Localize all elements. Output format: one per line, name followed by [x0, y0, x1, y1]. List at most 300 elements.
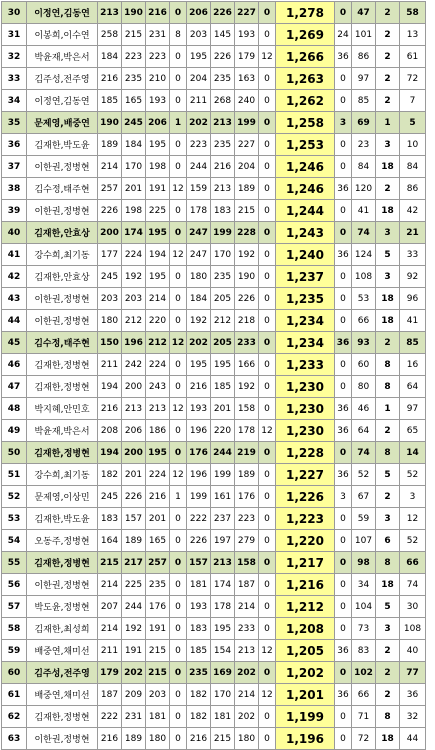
number-cell: 10 — [400, 134, 426, 156]
count-cell: 8 — [376, 552, 400, 574]
game-score-cell: 195 — [211, 354, 235, 376]
game-score-cell: 184 — [122, 134, 146, 156]
game-score-cell: 224 — [146, 464, 170, 486]
total-score-cell: 1,278 — [276, 2, 335, 24]
game-score-cell: 196 — [187, 464, 211, 486]
count-cell: 2 — [376, 90, 400, 112]
bonus-cell: 0 — [170, 310, 187, 332]
game-score-cell: 214 — [98, 618, 122, 640]
game-score-cell: 176 — [235, 486, 259, 508]
rank-cell: 48 — [2, 398, 27, 420]
rank-cell: 54 — [2, 530, 27, 552]
count-cell: 2 — [376, 420, 400, 442]
rank-cell: 35 — [2, 112, 27, 134]
handicap-cell: 0 — [335, 706, 352, 728]
game-score-cell: 199 — [211, 464, 235, 486]
bonus-cell: 0 — [259, 706, 276, 728]
game-score-cell: 215 — [146, 662, 170, 684]
table-row — [2, 640, 426, 662]
game-score-cell: 205 — [211, 288, 235, 310]
diff-cell: 74 — [352, 442, 376, 464]
bonus-cell: 0 — [259, 508, 276, 530]
handicap-cell: 3 — [335, 112, 352, 134]
rank-cell: 39 — [2, 200, 27, 222]
name-cell: 김재한,박도윤 — [27, 508, 98, 530]
number-cell: 66 — [400, 552, 426, 574]
game-score-cell: 243 — [146, 376, 170, 398]
game-score-cell: 166 — [235, 354, 259, 376]
rank-cell: 49 — [2, 420, 27, 442]
bonus-cell: 0 — [259, 222, 276, 244]
count-cell: 2 — [376, 68, 400, 90]
diff-cell: 120 — [352, 178, 376, 200]
game-score-cell: 235 — [211, 134, 235, 156]
total-score-cell: 1,253 — [276, 134, 335, 156]
game-score-cell: 206 — [146, 112, 170, 134]
handicap-cell: 36 — [335, 244, 352, 266]
table-row — [2, 134, 426, 156]
bonus-cell: 0 — [170, 266, 187, 288]
count-cell: 2 — [376, 24, 400, 46]
bonus-cell: 0 — [170, 420, 187, 442]
game-score-cell: 203 — [187, 24, 211, 46]
game-score-cell: 214 — [235, 596, 259, 618]
name-cell: 김재한,안효상 — [27, 266, 98, 288]
game-score-cell: 213 — [98, 2, 122, 24]
diff-cell: 107 — [352, 530, 376, 552]
total-score-cell: 1,223 — [276, 508, 335, 530]
name-cell: 김재한,정병현 — [27, 354, 98, 376]
handicap-cell: 0 — [335, 266, 352, 288]
game-score-cell: 176 — [146, 596, 170, 618]
handicap-cell: 0 — [335, 508, 352, 530]
rank-cell: 36 — [2, 134, 27, 156]
handicap-cell: 0 — [335, 442, 352, 464]
rank-cell: 52 — [2, 486, 27, 508]
handicap-cell: 0 — [335, 222, 352, 244]
game-score-cell: 202 — [187, 332, 211, 354]
game-score-cell: 189 — [235, 464, 259, 486]
bonus-cell: 1 — [170, 486, 187, 508]
game-score-cell: 228 — [235, 222, 259, 244]
game-score-cell: 206 — [187, 2, 211, 24]
bonus-cell: 12 — [170, 398, 187, 420]
name-cell: 문제영,이상민 — [27, 486, 98, 508]
count-cell: 2 — [376, 2, 400, 24]
total-score-cell: 1,240 — [276, 244, 335, 266]
diff-cell: 71 — [352, 706, 376, 728]
rank-cell: 31 — [2, 24, 27, 46]
table-row-highlighted — [2, 442, 426, 464]
count-cell: 8 — [376, 706, 400, 728]
count-cell: 3 — [376, 222, 400, 244]
diff-cell: 72 — [352, 728, 376, 750]
game-score-cell: 199 — [211, 222, 235, 244]
game-score-cell: 214 — [146, 288, 170, 310]
table-row — [2, 508, 426, 530]
bonus-cell: 0 — [259, 728, 276, 750]
game-score-cell: 165 — [122, 90, 146, 112]
game-score-cell: 170 — [211, 244, 235, 266]
game-score-cell: 216 — [98, 728, 122, 750]
bonus-cell: 0 — [170, 222, 187, 244]
bonus-cell: 0 — [259, 574, 276, 596]
diff-cell: 83 — [352, 640, 376, 662]
bonus-cell: 0 — [259, 310, 276, 332]
number-cell: 64 — [400, 376, 426, 398]
game-score-cell: 220 — [211, 420, 235, 442]
game-score-cell: 195 — [146, 134, 170, 156]
table-row — [2, 46, 426, 68]
number-cell: 65 — [400, 420, 426, 442]
count-cell: 18 — [376, 200, 400, 222]
table-row-highlighted — [2, 2, 426, 24]
game-score-cell: 202 — [122, 662, 146, 684]
bonus-cell: 0 — [170, 706, 187, 728]
game-score-cell: 182 — [98, 464, 122, 486]
handicap-cell: 36 — [335, 178, 352, 200]
game-score-cell: 227 — [235, 2, 259, 24]
handicap-cell: 0 — [335, 574, 352, 596]
rank-cell: 33 — [2, 68, 27, 90]
game-score-cell: 216 — [187, 376, 211, 398]
rank-cell: 53 — [2, 508, 27, 530]
game-score-cell: 216 — [98, 398, 122, 420]
count-cell: 3 — [376, 134, 400, 156]
bonus-cell: 0 — [259, 354, 276, 376]
bonus-cell: 0 — [170, 68, 187, 90]
game-score-cell: 214 — [98, 574, 122, 596]
total-score-cell: 1,230 — [276, 420, 335, 442]
game-score-cell: 159 — [187, 178, 211, 200]
name-cell: 김재한,정병현 — [27, 376, 98, 398]
game-score-cell: 200 — [122, 442, 146, 464]
diff-cell: 23 — [352, 134, 376, 156]
number-cell: 3 — [400, 486, 426, 508]
bonus-cell: 12 — [259, 684, 276, 706]
name-cell: 김재한,정병현 — [27, 442, 98, 464]
table-row-highlighted — [2, 662, 426, 684]
bonus-cell: 0 — [259, 200, 276, 222]
table-row — [2, 178, 426, 200]
total-score-cell: 1,269 — [276, 24, 335, 46]
count-cell: 3 — [376, 266, 400, 288]
game-score-cell: 200 — [122, 376, 146, 398]
number-cell: 72 — [400, 68, 426, 90]
count-cell: 1 — [376, 398, 400, 420]
game-score-cell: 190 — [122, 2, 146, 24]
bonus-cell: 0 — [259, 288, 276, 310]
bonus-cell: 0 — [259, 486, 276, 508]
number-cell: 92 — [400, 266, 426, 288]
game-score-cell: 178 — [235, 420, 259, 442]
handicap-cell: 0 — [335, 552, 352, 574]
bonus-cell: 0 — [259, 112, 276, 134]
handicap-cell: 0 — [335, 310, 352, 332]
game-score-cell: 195 — [146, 222, 170, 244]
name-cell: 이한권,정병현 — [27, 288, 98, 310]
count-cell: 1 — [376, 112, 400, 134]
number-cell: 86 — [400, 178, 426, 200]
total-score-cell: 1,216 — [276, 574, 335, 596]
number-cell: 14 — [400, 442, 426, 464]
total-score-cell: 1,230 — [276, 398, 335, 420]
bonus-cell: 12 — [170, 178, 187, 200]
name-cell: 이한권,정병현 — [27, 728, 98, 750]
total-score-cell: 1,244 — [276, 200, 335, 222]
diff-cell: 60 — [352, 354, 376, 376]
count-cell: 2 — [376, 46, 400, 68]
rank-cell: 41 — [2, 244, 27, 266]
table-row-highlighted — [2, 332, 426, 354]
rank-cell: 38 — [2, 178, 27, 200]
game-score-cell: 207 — [98, 596, 122, 618]
count-cell: 8 — [376, 376, 400, 398]
game-score-cell: 180 — [146, 728, 170, 750]
total-score-cell: 1,212 — [276, 596, 335, 618]
rank-cell: 47 — [2, 376, 27, 398]
number-cell: 44 — [400, 728, 426, 750]
game-score-cell: 211 — [187, 90, 211, 112]
handicap-cell: 0 — [335, 2, 352, 24]
diff-cell: 74 — [352, 222, 376, 244]
bonus-cell: 0 — [259, 2, 276, 24]
game-score-cell: 203 — [146, 684, 170, 706]
number-cell: 32 — [400, 706, 426, 728]
total-score-cell: 1,228 — [276, 442, 335, 464]
game-score-cell: 187 — [98, 684, 122, 706]
game-score-cell: 225 — [146, 200, 170, 222]
game-score-cell: 224 — [146, 354, 170, 376]
game-score-cell: 213 — [122, 398, 146, 420]
game-score-cell: 199 — [187, 486, 211, 508]
game-score-cell: 237 — [211, 508, 235, 530]
handicap-cell: 24 — [335, 24, 352, 46]
number-cell: 77 — [400, 662, 426, 684]
game-score-cell: 212 — [211, 310, 235, 332]
game-score-cell: 193 — [235, 24, 259, 46]
table-row — [2, 574, 426, 596]
number-cell: 97 — [400, 398, 426, 420]
rank-cell: 56 — [2, 574, 27, 596]
bonus-cell: 0 — [170, 552, 187, 574]
total-score-cell: 1,266 — [276, 46, 335, 68]
game-score-cell: 227 — [235, 134, 259, 156]
game-score-cell: 192 — [235, 244, 259, 266]
count-cell: 18 — [376, 728, 400, 750]
game-score-cell: 226 — [211, 46, 235, 68]
game-score-cell: 178 — [211, 596, 235, 618]
game-score-cell: 247 — [187, 244, 211, 266]
game-score-cell: 185 — [211, 376, 235, 398]
game-score-cell: 185 — [187, 640, 211, 662]
table-row — [2, 244, 426, 266]
name-cell: 김재한,정병현 — [27, 706, 98, 728]
table-row — [2, 310, 426, 332]
total-score-cell: 1,235 — [276, 288, 335, 310]
number-cell: 12 — [400, 508, 426, 530]
diff-cell: 102 — [352, 662, 376, 684]
game-score-cell: 257 — [146, 552, 170, 574]
bonus-cell: 0 — [259, 398, 276, 420]
game-score-cell: 154 — [211, 640, 235, 662]
count-cell: 5 — [376, 244, 400, 266]
total-score-cell: 1,199 — [276, 706, 335, 728]
total-score-cell: 1,227 — [276, 464, 335, 486]
number-cell: 13 — [400, 24, 426, 46]
bonus-cell: 0 — [170, 596, 187, 618]
game-score-cell: 231 — [146, 24, 170, 46]
bonus-cell: 12 — [259, 46, 276, 68]
game-score-cell: 198 — [146, 156, 170, 178]
bonus-cell: 0 — [170, 2, 187, 24]
diff-cell: 108 — [352, 266, 376, 288]
game-score-cell: 215 — [211, 728, 235, 750]
handicap-cell: 0 — [335, 354, 352, 376]
game-score-cell: 177 — [98, 244, 122, 266]
name-cell: 이한권,정병현 — [27, 574, 98, 596]
name-cell: 김재한,박도윤 — [27, 134, 98, 156]
game-score-cell: 204 — [235, 156, 259, 178]
game-score-cell: 176 — [187, 442, 211, 464]
name-cell: 문제영,배중연 — [27, 112, 98, 134]
game-score-cell: 210 — [146, 68, 170, 90]
table-row-highlighted — [2, 222, 426, 244]
game-score-cell: 213 — [146, 398, 170, 420]
game-score-cell: 192 — [122, 266, 146, 288]
rank-cell: 60 — [2, 662, 27, 684]
count-cell: 3 — [376, 508, 400, 530]
game-score-cell: 244 — [122, 596, 146, 618]
handicap-cell: 36 — [335, 464, 352, 486]
bonus-cell: 0 — [259, 90, 276, 112]
diff-cell: 69 — [352, 112, 376, 134]
game-score-cell: 191 — [122, 640, 146, 662]
bonus-cell: 8 — [170, 24, 187, 46]
game-score-cell: 233 — [235, 618, 259, 640]
diff-cell: 86 — [352, 46, 376, 68]
game-score-cell: 194 — [146, 244, 170, 266]
table-row — [2, 24, 426, 46]
handicap-cell: 36 — [335, 420, 352, 442]
rank-cell: 57 — [2, 596, 27, 618]
diff-cell: 73 — [352, 618, 376, 640]
name-cell: 김주성,전주영 — [27, 68, 98, 90]
bonus-cell: 0 — [259, 530, 276, 552]
number-cell: 96 — [400, 288, 426, 310]
diff-cell: 53 — [352, 288, 376, 310]
game-score-cell: 235 — [211, 68, 235, 90]
game-score-cell: 195 — [187, 46, 211, 68]
table-body — [2, 2, 426, 750]
game-score-cell: 226 — [211, 2, 235, 24]
game-score-cell: 242 — [122, 354, 146, 376]
game-score-cell: 150 — [98, 332, 122, 354]
game-score-cell: 174 — [211, 574, 235, 596]
game-score-cell: 196 — [122, 332, 146, 354]
bonus-cell: 0 — [259, 552, 276, 574]
total-score-cell: 1,246 — [276, 178, 335, 200]
count-cell: 18 — [376, 310, 400, 332]
name-cell: 박윤재,박은서 — [27, 46, 98, 68]
rank-cell: 45 — [2, 332, 27, 354]
bonus-cell: 1 — [170, 112, 187, 134]
game-score-cell: 203 — [98, 288, 122, 310]
table-row — [2, 464, 426, 486]
table-row — [2, 156, 426, 178]
rank-cell: 42 — [2, 266, 27, 288]
diff-cell: 84 — [352, 156, 376, 178]
game-score-cell: 213 — [211, 552, 235, 574]
game-score-cell: 205 — [211, 332, 235, 354]
handicap-cell: 36 — [335, 332, 352, 354]
game-score-cell: 217 — [122, 552, 146, 574]
game-score-cell: 279 — [235, 530, 259, 552]
game-score-cell: 233 — [235, 332, 259, 354]
game-score-cell: 200 — [98, 222, 122, 244]
table-row — [2, 596, 426, 618]
total-score-cell: 1,237 — [276, 266, 335, 288]
number-cell: 7 — [400, 90, 426, 112]
name-cell: 오동주,정병현 — [27, 530, 98, 552]
game-score-cell: 181 — [211, 706, 235, 728]
game-score-cell: 182 — [187, 684, 211, 706]
bonus-cell: 0 — [170, 530, 187, 552]
game-score-cell: 170 — [122, 156, 146, 178]
game-score-cell: 202 — [235, 662, 259, 684]
game-score-cell: 194 — [98, 376, 122, 398]
diff-cell: 101 — [352, 24, 376, 46]
diff-cell: 52 — [352, 464, 376, 486]
number-cell: 84 — [400, 156, 426, 178]
name-cell: 이한권,정병현 — [27, 156, 98, 178]
game-score-cell: 189 — [122, 530, 146, 552]
game-score-cell: 268 — [211, 90, 235, 112]
game-score-cell: 170 — [211, 684, 235, 706]
number-cell: 58 — [400, 2, 426, 24]
total-score-cell: 1,220 — [276, 530, 335, 552]
bonus-cell: 0 — [170, 156, 187, 178]
bonus-cell: 0 — [259, 618, 276, 640]
bonus-cell: 0 — [259, 464, 276, 486]
game-score-cell: 197 — [211, 530, 235, 552]
total-score-cell: 1,230 — [276, 376, 335, 398]
table-row — [2, 728, 426, 750]
count-cell: 3 — [376, 618, 400, 640]
diff-cell: 59 — [352, 508, 376, 530]
game-score-cell: 222 — [98, 706, 122, 728]
game-score-cell: 183 — [98, 508, 122, 530]
game-score-cell: 245 — [122, 112, 146, 134]
game-score-cell: 216 — [146, 486, 170, 508]
game-score-cell: 189 — [235, 178, 259, 200]
game-score-cell: 201 — [211, 398, 235, 420]
count-cell: 2 — [376, 640, 400, 662]
handicap-cell: 0 — [335, 530, 352, 552]
count-cell: 5 — [376, 596, 400, 618]
game-score-cell: 240 — [235, 90, 259, 112]
game-score-cell: 189 — [122, 728, 146, 750]
game-score-cell: 201 — [122, 178, 146, 200]
rank-cell: 37 — [2, 156, 27, 178]
game-score-cell: 216 — [211, 156, 235, 178]
name-cell: 강수희,최기동 — [27, 464, 98, 486]
game-score-cell: 198 — [122, 200, 146, 222]
game-score-cell: 195 — [187, 354, 211, 376]
game-score-cell: 193 — [187, 596, 211, 618]
name-cell: 김재한,안효상 — [27, 222, 98, 244]
rank-cell: 51 — [2, 464, 27, 486]
